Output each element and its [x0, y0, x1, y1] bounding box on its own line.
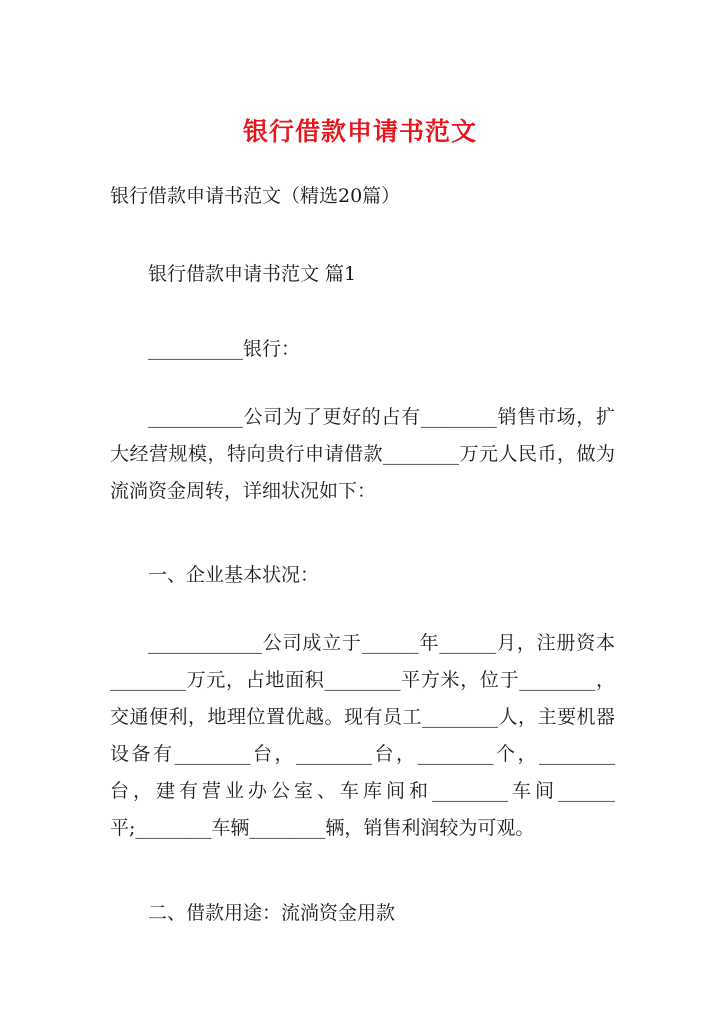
- document-title: 银行借款申请书范文: [242, 117, 477, 146]
- document-subtitle: 银行借款申请书范文（精选20篇）: [110, 185, 401, 207]
- intro-text: __________公司为了更好的占有________销售市场，扩大经营规模，特向贵行申请借款________万元人民币，做为流淌资金周转，详细状况如下：: [110, 406, 615, 502]
- basic-info-paragraph: [110, 625, 615, 847]
- intro-paragraph: [110, 399, 615, 510]
- salutation: __________银行：: [148, 338, 301, 360]
- section-heading: 银行借款申请书范文 篇1: [148, 263, 357, 285]
- basic-info-text: ____________公司成立于______年______月，注册资本________万元，占地面积________平方米，位于________，交通便利，地理位置优越。现有员工________人，主要机器设备有________台，________台，________个，________台，建有营业办公室、车库间和________车间______平;________车辆________辆，销售利润较为可观。: [110, 632, 615, 839]
- heading-one: 一、企业基本状况：: [148, 564, 320, 586]
- heading-two: 二、借款用途：流淌资金用款: [148, 902, 396, 924]
